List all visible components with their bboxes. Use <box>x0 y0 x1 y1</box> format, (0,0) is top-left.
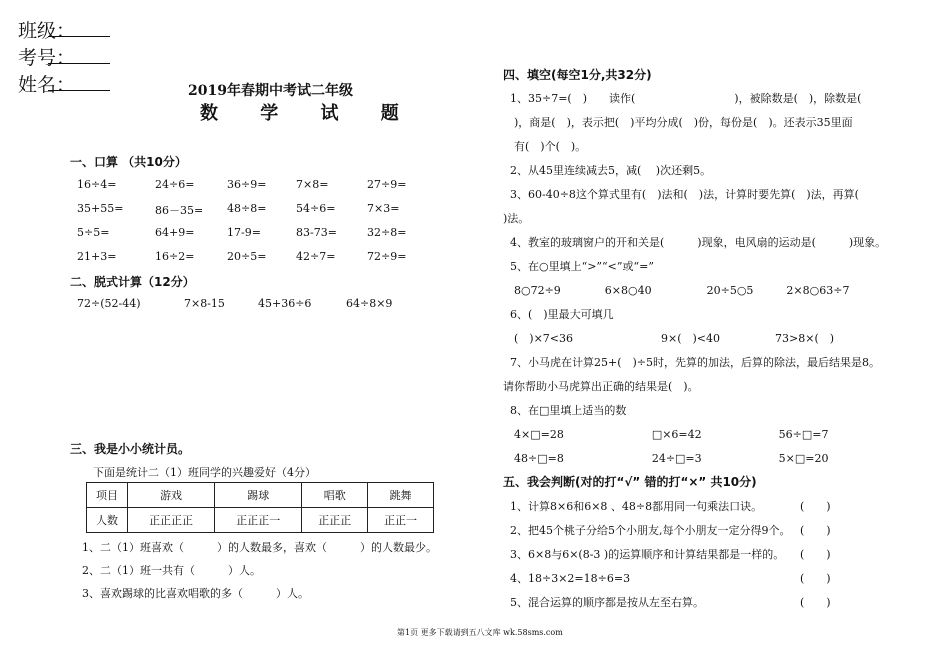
judgement-item: 1、计算8×6和6×8 、48÷8都用同一句乘法口诀。 <box>510 500 763 513</box>
fill-in-line: 48÷□=8 24÷□=3 5×□=20 <box>503 452 829 465</box>
fill-in-line: 8、在□里填上适当的数 <box>510 404 627 417</box>
exam-title: 2019年春期中考试二年级 <box>188 83 353 99</box>
table-cell: 正正一 <box>368 508 434 533</box>
table-cell: 正正正 <box>302 508 368 533</box>
fill-in-line: 7、小马虎在计算25+( )÷5时，先算的加法，后算的除法，最后结果是8。 <box>510 356 881 369</box>
step-calc-item: 7×8-15 <box>184 297 225 310</box>
fill-in-line: 3、60-40÷8这个算式里有( )法和( )法，计算时要先算( )法，再算( <box>510 188 859 201</box>
section3-intro: 下面是统计二（1）班同学的兴趣爱好（4分） <box>93 466 316 479</box>
judgement-item: 5、混合运算的顺序都是按从左至右算。 <box>510 596 704 609</box>
judgement-blank[interactable]: ( ) <box>800 548 831 561</box>
fill-in-line: 2、从45里连续减去5，减( )次还剩5。 <box>510 164 712 177</box>
mental-math-item: 72÷9= <box>367 250 407 263</box>
page-footer: 第1页 更多下载请到五八文库 wk.58sms.com <box>397 628 563 637</box>
fill-in-line: 6、( )里最大可填几 <box>510 308 614 321</box>
fill-in-line: )，商是( )，表示把( )平均分成( )份，每份是( )。还表示35里面 <box>503 116 853 129</box>
name-field[interactable] <box>48 90 110 91</box>
table-header-cell: 唱歌 <box>302 483 368 508</box>
fill-in-line: 4、教室的玻璃窗户的开和关是( )现象，电风扇的运动是( )现象。 <box>510 236 887 249</box>
table-header-cell: 项目 <box>87 483 128 508</box>
table-row <box>87 508 434 533</box>
table-header-cell: 踢球 <box>215 483 302 508</box>
step-calc-item: 64÷8×9 <box>346 297 393 310</box>
fill-in-line: 请你帮助小马虎算出正确的结果是( )。 <box>503 380 699 393</box>
mental-math-item: 54÷6= <box>296 202 336 215</box>
mental-math-item: 35+55= <box>77 202 124 215</box>
judgement-item: 2、把45个桃子分给5个小朋友,每个小朋友一定分得9个。 <box>510 524 791 537</box>
judgement-blank[interactable]: ( ) <box>800 500 831 513</box>
mental-math-item: 5÷5= <box>77 226 110 239</box>
fill-in-line: )法。 <box>503 212 530 225</box>
judgement-item: 3、6×8与6×(8-3 )的运算顺序和计算结果都是一样的。 <box>510 548 785 561</box>
table-cell: 正正正一 <box>215 508 302 533</box>
table-cell: 正正正正 <box>128 508 215 533</box>
mental-math-item: 42÷7= <box>296 250 336 263</box>
fill-in-line: 4×□=28 □×6=42 56÷□=7 <box>503 428 829 441</box>
judgement-blank[interactable]: ( ) <box>800 524 831 537</box>
step-calc-item: 45+36÷6 <box>258 297 312 310</box>
mental-math-item: 17-9= <box>227 226 261 239</box>
section3-heading: 三、我是小小统计员。 <box>70 442 191 456</box>
mental-math-item: 16÷4= <box>77 178 117 191</box>
stat-question: 2、二（1）班一共有（ ）人。 <box>82 564 261 577</box>
mental-math-item: 16÷2= <box>155 250 195 263</box>
class-label: 班级： <box>18 20 76 42</box>
mental-math-item: 7×3= <box>367 202 400 215</box>
judgement-item: 4、18÷3×2=18÷6=3 <box>510 572 631 585</box>
section1-heading: 一、口算 （共10分） <box>70 155 187 169</box>
exam-number-label: 考号： <box>18 47 76 69</box>
hobby-stat-table <box>86 482 434 533</box>
class-field[interactable] <box>48 36 110 37</box>
table-row <box>87 483 434 508</box>
table-header-cell: 游戏 <box>128 483 215 508</box>
stat-question: 1、二（1）班喜欢（ ）的人数最多，喜欢（ ）的人数最少。 <box>82 541 437 554</box>
mental-math-item: 24÷6= <box>155 178 195 191</box>
mental-math-item: 86－35= <box>155 204 204 217</box>
fill-in-line: 8○72÷9 6×8○40 20÷5○5 2×8○63÷7 <box>503 284 850 297</box>
mental-math-item: 7×8= <box>296 178 329 191</box>
section2-heading: 二、脱式计算（12分） <box>70 275 195 289</box>
name-label: 姓名： <box>18 74 76 96</box>
judgement-blank[interactable]: ( ) <box>800 572 831 585</box>
mental-math-item: 32÷8= <box>367 226 407 239</box>
mental-math-item: 36÷9= <box>227 178 267 191</box>
step-calc-item: 72÷(52-44) <box>77 297 141 310</box>
mental-math-item: 48÷8= <box>227 202 267 215</box>
mental-math-item: 27÷9= <box>367 178 407 191</box>
exam-subject-title: 数 学 试 题 <box>200 103 417 124</box>
mental-math-item: 83-73= <box>296 226 337 239</box>
table-cell: 人数 <box>87 508 128 533</box>
fill-in-line: 1、35÷7=( ) 读作( )，被除数是( )，除数是( <box>510 92 862 105</box>
mental-math-item: 64+9= <box>155 226 195 239</box>
section5-heading: 五、我会判断(对的打“√” 错的打“×” 共10分) <box>503 475 757 489</box>
table-header-cell: 跳舞 <box>368 483 434 508</box>
mental-math-item: 20÷5= <box>227 250 267 263</box>
stat-question: 3、喜欢踢球的比喜欢唱歌的多（ ）人。 <box>82 587 309 600</box>
exam-number-field[interactable] <box>48 63 110 64</box>
section4-heading: 四、填空(每空1分,共32分) <box>503 68 652 82</box>
judgement-blank[interactable]: ( ) <box>800 596 831 609</box>
fill-in-line: 有( )个( )。 <box>503 140 587 153</box>
fill-in-line: 5、在○里填上“>”“<”或“=” <box>510 260 654 273</box>
mental-math-item: 21+3= <box>77 250 117 263</box>
fill-in-line: ( )×7<36 9×( )<40 73>8×( ) <box>503 332 835 345</box>
